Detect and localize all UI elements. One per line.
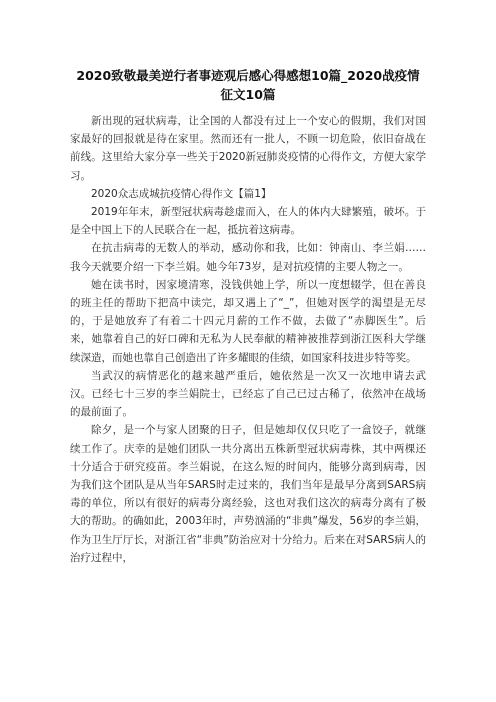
title-line-1: 2020致敬最美逆行者事迹观后感心得感想10篇_2020战疫情 xyxy=(76,68,420,83)
document-title xyxy=(60,66,436,104)
body-paragraph: 当武汉的病情恶化的越来越严重后，她依然是一次又一次地申请去武汉。已经七十三岁的李兰娟院士，已经忘了自己已过古稀了，依然冲在战场的最前面了。 xyxy=(70,369,426,419)
section-heading: 2020众志成城抗疫情心得作文【篇1】 xyxy=(91,187,272,200)
body-paragraph: 她在读书时，因家境清寒，没钱供她上学，所以一度想辍学，但在善良的班主任的帮助下把高中读完，却又遇上了“_”，但她对医学的渴望是无尽的，于是她放弃了有着二十四元月薪的工作不做，去做了“赤脚医生”。后来，她靠着自己的好口碑和无私为人民奉献的精神被推荐到浙江医科大学继续深造，而她也靠自己创造出了许多耀眼的佳绩，如国家科技进步特等奖。 xyxy=(70,278,426,364)
document-body xyxy=(70,112,426,567)
body-paragraph: 在抗击病毒的无数人的举动，感动你和我，比如：钟南山、李兰娟……我今天就要介绍一下李兰娟。她今年73岁，是对抗疫情的主要人物之一。 xyxy=(70,242,426,273)
body-paragraph: 除夕，是一个与家人团聚的日子，但是她却仅仅只吃了一盒饺子，就继续工作了。庆幸的是她们团队一共分离出五株新型冠状病毒株，其中两棵还十分适合于研究疫苗。李兰娟说，在这么短的时间内，能够分离到病毒，因为我们这个团队是从当年SARS时走过来的，我们当年是最早分离到SARS病毒的单位，所以有很好的病毒分离经验，这也对我们这次的病毒分离有了极大的帮助。的确如此，2003年时，声势汹涌的“非典”爆发，56岁的李兰娟，作为卫生厅厅长，对浙江省“非典”防治应对十分给力。后来在对SARS病人的治疗过程中， xyxy=(70,424,426,564)
intro-paragraph: 新出现的冠状病毒，让全国的人都没有过上一个安心的假期，我们对国家最好的回报就是待在家里。然而还有一批人，不顾一切危险，依旧奋战在前线。这里给大家分享一些关于2020新冠肺炎疫情的心得作文，方便大家学习。 xyxy=(70,115,426,182)
body-paragraph: 2019年年末，新型冠状病毒趁虚而入，在人的体内大肆繁殖，破坏。于是全中国上下的人民联合在一起，抵抗着这病毒。 xyxy=(70,206,426,237)
title-line-2: 征文10篇 xyxy=(220,87,276,102)
